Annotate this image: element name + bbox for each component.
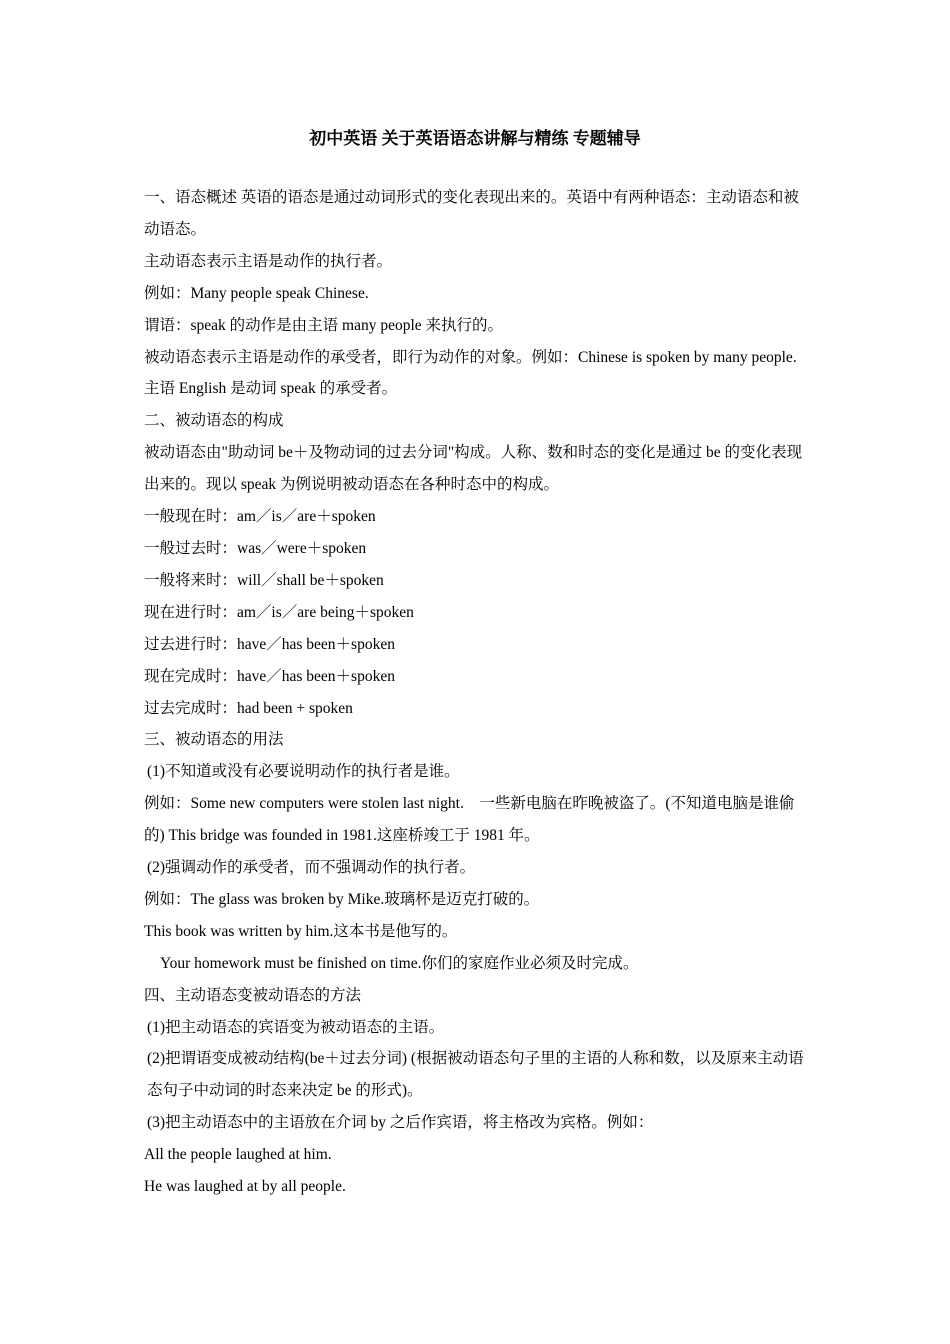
tense-present-perfect: 现在完成时：have／has been＋spoken: [144, 667, 395, 685]
paragraph-active-voice: 主动语态表示主语是动作的执行者。: [144, 252, 393, 270]
section-heading-3: 三、被动语态的用法: [144, 731, 284, 749]
method-step-3: (3)把主动语态中的主语放在介词 by 之后作宾语，将主格改为宾格。例如：: [147, 1114, 654, 1132]
usage-example-3: This book was written by him.这本书是他写的。: [144, 922, 458, 940]
paragraph-voice-overview: 一、语态概述 英语的语态是通过动词形式的变化表现出来的。英语中有两种语态：主动语态和被动语态。: [144, 189, 799, 238]
tense-present-continuous: 现在进行时：am／is／are being＋spoken: [144, 603, 414, 621]
usage-example-2: 例如：The glass was broken by Mike.玻璃杯是迈克打破的。: [144, 890, 540, 908]
example-active: 例如：Many people speak Chinese.: [144, 284, 369, 302]
usage-example-1: 例如：Some new computers were stolen last night. 一些新电脑在昨晚被盗了。(不知道电脑是谁偷的) This bridge was founded in 1981.这座桥竣工于 1981 年。: [144, 795, 795, 845]
method-step-1: (1)把主动语态的宾语变为被动语态的主语。: [147, 1018, 445, 1036]
method-example-passive: He was laughed at by all people.: [144, 1178, 346, 1196]
usage-example-4: Your homework must be finished on time.你们的家庭作业必须及时完成。: [160, 954, 639, 972]
tense-past-continuous: 过去进行时：have／has been＋spoken: [144, 635, 395, 653]
paragraph-passive-voice: 被动语态表示主语是动作的承受者，即行为动作的对象。例如：Chinese is spoken by many people.主语 English 是动词 speak 的承受者。: [144, 348, 797, 398]
tense-simple-present: 一般现在时：am／is／are＋spoken: [144, 508, 376, 526]
section-heading-4: 四、主动语态变被动语态的方法: [144, 986, 362, 1004]
usage-point-2: (2)强调动作的承受者，而不强调动作的执行者。: [147, 859, 476, 877]
page-title: 初中英语 关于英语语态讲解与精练 专题辅导: [309, 129, 641, 148]
paragraph-predicate: 谓语：speak 的动作是由主语 many people 来执行的。: [144, 316, 504, 334]
section-heading-2: 二、被动语态的构成: [144, 412, 284, 430]
tense-simple-past: 一般过去时：was／were＋spoken: [144, 539, 367, 557]
document-body: [144, 182, 808, 1203]
usage-point-1: (1)不知道或没有必要说明动作的执行者是谁。: [147, 763, 460, 781]
paragraph-passive-formation: 被动语态由"助动词 be＋及物动词的过去分词"构成。人称、数和时态的变化是通过 be 的变化表现出来的。现以 speak 为例说明被动语态在各种时态中的构成。: [144, 444, 803, 494]
tense-simple-future: 一般将来时：will／shall be＋spoken: [144, 571, 384, 589]
tense-past-perfect: 过去完成时：had been + spoken: [144, 699, 353, 717]
method-step-2: (2)把谓语变成被动结构(be＋过去分词) (根据被动语态句子里的主语的人称和数，以及原来主动语态句子中动词的时态来决定 be 的形式)。: [147, 1050, 804, 1100]
method-example-active: All the people laughed at him.: [144, 1146, 332, 1164]
